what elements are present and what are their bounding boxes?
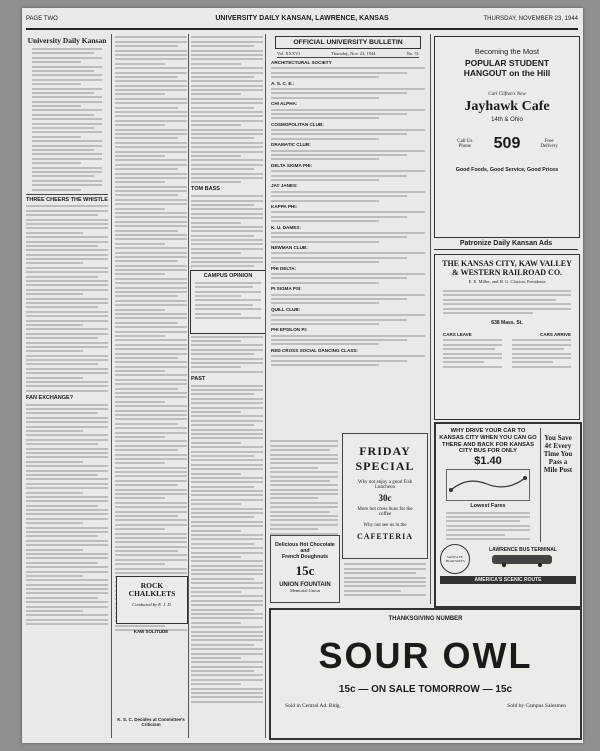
cars-arrive-label: CARS ARRIVE — [540, 331, 571, 337]
friday-where: Why not see us in the — [363, 523, 407, 528]
past-body — [191, 385, 263, 703]
bulletin-item — [271, 245, 425, 263]
cafe-name: Jayhawk Cafe — [464, 99, 550, 114]
special-title: SPECIAL — [355, 459, 415, 473]
bulletin-item — [271, 286, 425, 304]
bulletin-item — [271, 307, 425, 325]
left-column — [26, 34, 108, 738]
ksc-headline: K. S. C. Decides at Committee's Criticism — [117, 717, 185, 727]
bulletin-continued-2 — [344, 561, 426, 599]
editorial-headline: THREE CHEERS THE WHISTLE — [26, 194, 108, 204]
sour-owl-top: THANKSGIVING NUMBER — [388, 616, 463, 622]
friday-title: FRIDAY — [359, 444, 411, 458]
bulletin-item — [271, 266, 425, 284]
bulletin-item — [271, 327, 425, 345]
bus-terminal: LAWRENCE BUS TERMINAL — [489, 546, 557, 553]
bulletin-continued — [270, 438, 338, 541]
article-body — [115, 36, 187, 631]
bus-icon — [488, 553, 558, 567]
cafe-sub: Carl Clifton's New — [488, 92, 526, 97]
jayhawk-cafe-ad — [434, 36, 580, 238]
date: THURSDAY, NOVEMBER 23, 1944 — [483, 16, 578, 22]
friday-special-ad — [342, 433, 428, 559]
bulletin-item — [271, 122, 425, 140]
bulletin-item-heading: PHI DELTA: — [271, 265, 297, 271]
column-rule — [265, 34, 266, 738]
masthead — [26, 14, 578, 30]
cafe-tagline: Good Foods, Good Service, Good Prices — [455, 167, 559, 173]
bulletin-item — [271, 101, 425, 119]
bulletin-item-heading: A. S. C. E.: — [271, 80, 295, 86]
bulletin-item — [271, 142, 425, 160]
newspaper-page — [22, 8, 583, 743]
column-three — [191, 34, 263, 738]
tom-bass-headline: TOM BASS — [191, 186, 220, 193]
popular-line1: Becoming the Most — [474, 47, 540, 56]
bulletin-item-heading: DELTA SIGMA PHI: — [271, 162, 313, 168]
rock-chalklets-box — [116, 576, 188, 624]
bulletin-items — [269, 60, 427, 366]
railroad-ad — [434, 254, 580, 420]
cafe-address: 14th & Ohio — [491, 117, 523, 123]
bulletin-title: OFFICIAL UNIVERSITY BULLETIN — [293, 39, 403, 46]
bulletin-item-heading: KAPPA PHI: — [271, 203, 298, 209]
sour-owl-ad — [269, 608, 582, 740]
bulletin-number: No. 51 — [406, 51, 419, 56]
kaw-solitude-headline: KAW SOLITUDE — [133, 629, 169, 634]
popular-line2: POPULAR STUDENT — [464, 58, 550, 68]
phone-label: Call Us Phone — [457, 139, 473, 149]
campus-opinion-headline: CAMPUS OPINION — [203, 273, 253, 279]
friday-more: More hot cross buns for the coffee — [357, 507, 413, 517]
column-rule — [430, 34, 431, 604]
rock-chalklets-title: ROCK CHALKLETS — [128, 581, 176, 598]
sour-owl-left: Sold in Central Ad. Bldg. — [285, 703, 341, 709]
bus-map-icon — [446, 469, 530, 501]
bulletin-item-heading: QUILL CLUB: — [271, 306, 301, 312]
bulletin-item — [271, 183, 425, 201]
fan-exchange-body — [26, 404, 108, 626]
sour-owl-right: Sold by Campus Salesmen — [507, 703, 566, 709]
free-delivery: Free Delivery — [540, 139, 558, 149]
bulletin-volume: Vol. XXXVI — [277, 51, 300, 56]
bulletin-item-heading: JAY JANES: — [271, 183, 298, 189]
bulletin-item — [271, 348, 425, 366]
rock-chalklets-subtitle: Conducted by R. J. D. — [132, 602, 172, 607]
union-line2: French Doughnuts — [281, 554, 329, 560]
bus-price: $1.40 — [474, 455, 502, 468]
bulletin-item — [271, 225, 425, 243]
bulletin-item-heading: NEWMAN CLUB: — [271, 245, 308, 251]
cars-leave-label: CARS LEAVE — [443, 331, 472, 337]
university-bulletin — [269, 34, 427, 434]
friday-body: Why not enjoy a good Fish Luncheon — [357, 480, 413, 490]
bus-headline: WHY DRIVE YOUR CAR TO KANSAS CITY WHEN YOU CAN GO THERE AND BACK FOR KANSAS CITY BUS FOR ONLY — [439, 428, 537, 455]
paper-name: University Daily Kansan — [27, 36, 107, 45]
lowest-fares: Lowest Fares — [470, 503, 506, 510]
paper-title: UNIVERSITY DAILY KANSAN, LAWRENCE, KANSAS — [215, 15, 389, 22]
column-rule — [188, 34, 189, 738]
bulletin-item-heading: DRAMATIC CLUB: — [271, 142, 311, 148]
bulletin-item-heading: PI SIGMA PSI: — [271, 286, 302, 292]
bus-ad — [434, 422, 582, 608]
railroad-address: 638 Mass. St. — [491, 319, 523, 326]
union-place: UNION FOUNTAIN — [279, 582, 331, 588]
column-rule — [111, 34, 112, 738]
page-label: PAGE TWO — [26, 16, 58, 22]
bulletin-item-heading: CHI ALPHA: — [271, 101, 298, 107]
bulletin-item-heading: PHI EPSILON PI: — [271, 327, 308, 333]
patronize-banner: Patronize Daily Kansan Ads — [434, 240, 578, 250]
bulletin-item-heading: ARCHITECTURAL SOCIETY — [271, 60, 332, 65]
friday-price: 30c — [378, 493, 392, 503]
bulletin-item — [271, 60, 425, 78]
sour-owl-title: SOUR OWL — [318, 635, 533, 676]
editorial-body — [26, 205, 108, 391]
railroad-officers: E. E. Miller, and H. G. Clayton, Presidents — [468, 279, 546, 284]
union-fountain-ad — [270, 535, 340, 603]
bulletin-item-heading: RED CROSS SOCIAL DANCING CLASS: — [271, 347, 358, 353]
fan-exchange-headline: FAN EXCHANGE? — [26, 394, 74, 401]
santa-fe-logo: SANTA FE TRAILWAYS — [440, 544, 470, 574]
bulletin-item — [271, 204, 425, 222]
union-sub: Memorial Union — [289, 588, 321, 593]
railroad-title: THE KANSAS CITY, KAW VALLEY & WESTERN RAILROAD CO. — [442, 259, 572, 277]
staff-box — [32, 48, 102, 191]
popular-line3: HANGOUT on the Hill — [463, 68, 551, 78]
campus-opinion-box — [190, 270, 266, 334]
phone-number: 509 — [493, 135, 521, 152]
bulletin-date: Thursday, Nov. 23, 1944 — [331, 51, 376, 56]
past-headline: PAST — [191, 375, 206, 382]
article-body — [191, 36, 263, 183]
union-price: 15c — [295, 563, 315, 578]
sour-owl-price: 15c — ON SALE TOMORROW — 15c — [338, 684, 513, 695]
union-line1: Delicious Hot Chocolate and — [275, 542, 335, 554]
bulletin-item-heading: COSMOPOLITAN CLUB: — [271, 121, 324, 127]
bulletin-item — [271, 81, 425, 99]
bulletin-item — [271, 163, 425, 181]
cafeteria-label: CAFETERIA — [356, 532, 414, 541]
scenic-route: AMERICA'S SCENIC ROUTE — [440, 576, 576, 584]
bus-save-text: You Save 4¢ Every Time You Pass a Mile Post — [543, 434, 573, 474]
bulletin-item-heading: K. U. DAMES: — [271, 224, 301, 230]
